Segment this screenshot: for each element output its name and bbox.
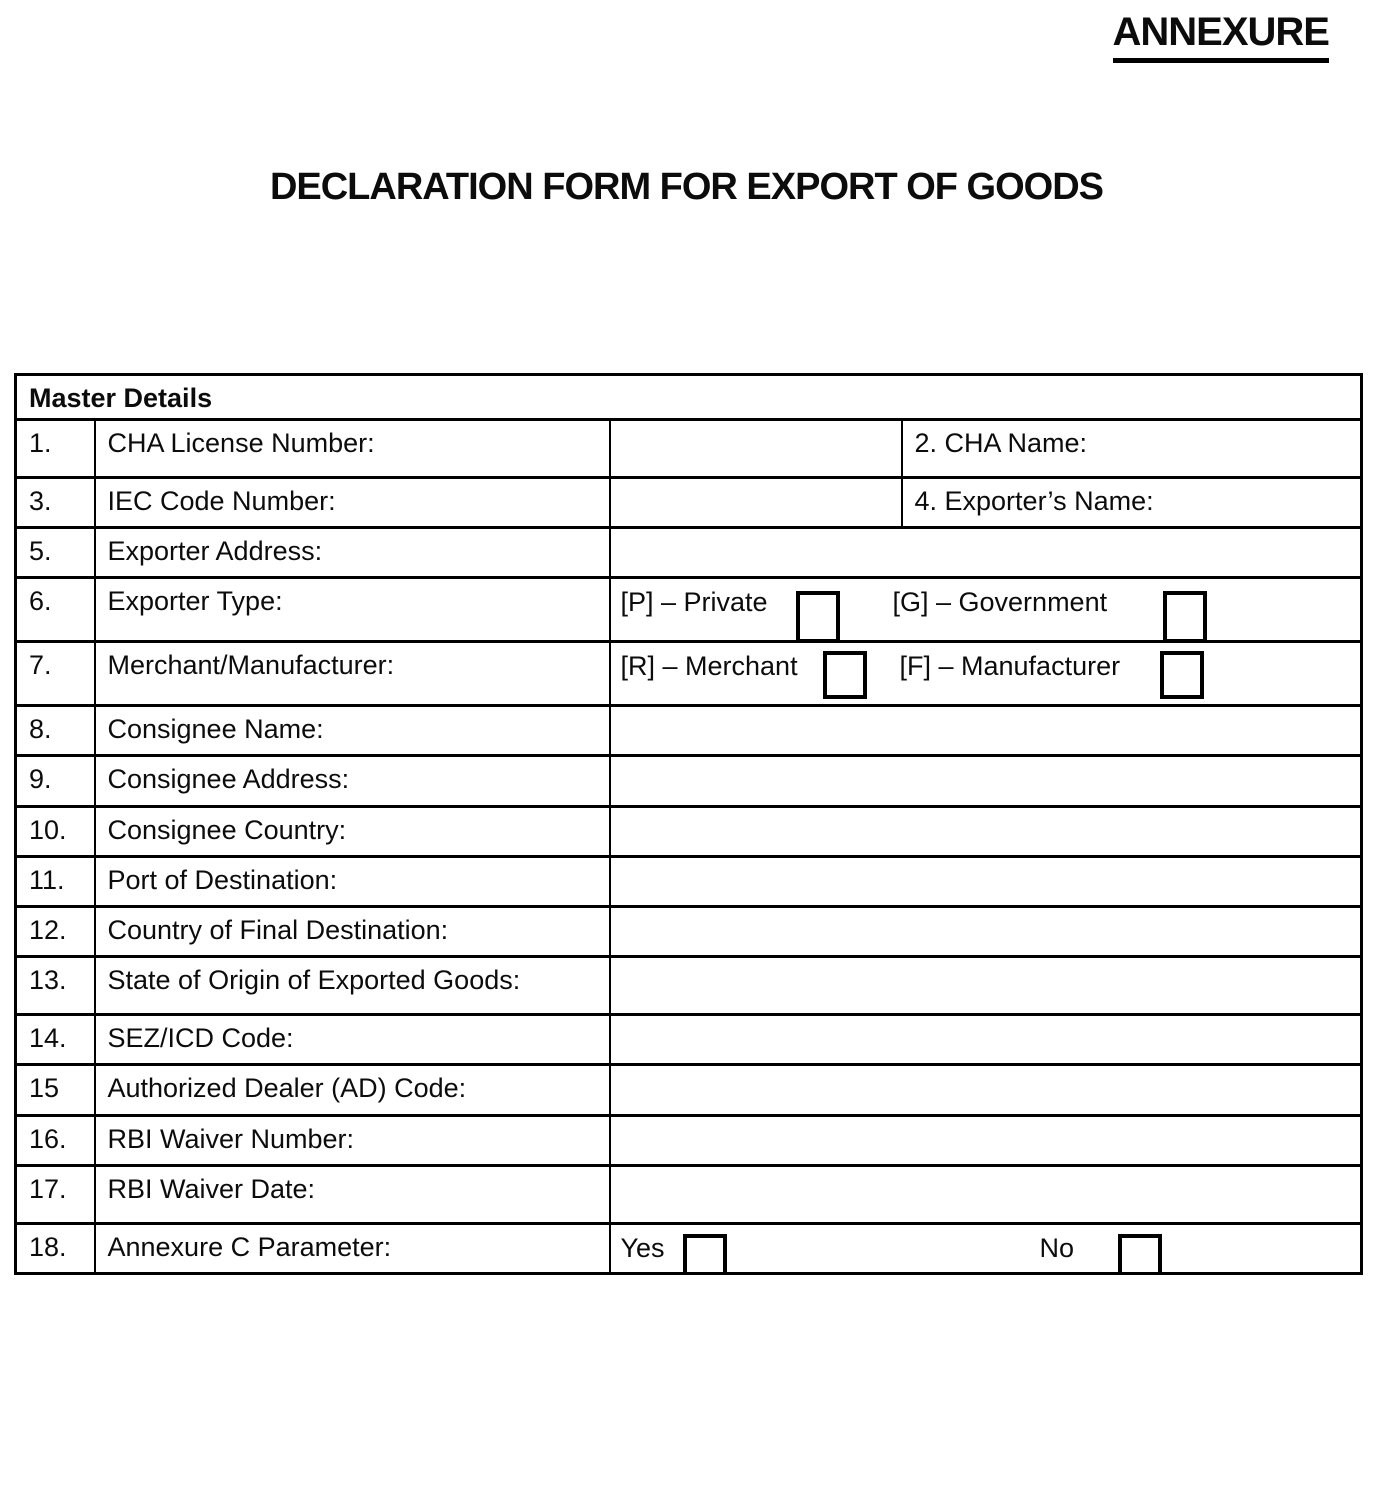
row-number: 15 [16, 1065, 95, 1116]
form-title: DECLARATION FORM FOR EXPORT OF GOODS [269, 166, 1104, 208]
merchant-checkbox[interactable] [823, 651, 867, 699]
manufacturer-checkbox[interactable] [1160, 651, 1204, 699]
state-of-origin-value-cell[interactable] [610, 957, 1362, 1015]
government-option-label: [G] – Government [892, 587, 1108, 617]
field-label: Consignee Country: [95, 807, 610, 857]
table-row-port-of-destination [16, 857, 1362, 907]
iec-code-value-cell[interactable] [610, 478, 902, 528]
exporter-address-value-cell[interactable] [610, 528, 1362, 578]
sez-icd-code-value-cell[interactable] [610, 1015, 1362, 1065]
no-option-label: No [1039, 1233, 1075, 1263]
consignee-address-value-cell[interactable] [610, 756, 1362, 807]
row-number: 11. [16, 857, 95, 907]
table-row-consignee-country [16, 807, 1362, 857]
field-label: State of Origin of Exported Goods: [95, 957, 610, 1015]
table-row-exporter-type [16, 578, 1362, 642]
field-label: SEZ/ICD Code: [95, 1015, 610, 1065]
country-final-destination-value-cell[interactable] [610, 907, 1362, 957]
exporters-name-label: 4. Exporter’s Name: [902, 478, 1362, 528]
private-checkbox[interactable] [796, 591, 840, 642]
merchant-option-label: [R] – Merchant [620, 651, 798, 681]
field-label: Country of Final Destination: [95, 907, 610, 957]
field-label: Annexure C Parameter: [95, 1224, 610, 1274]
table-header-row [16, 375, 1362, 420]
row-number: 13. [16, 957, 95, 1015]
yes-option-label: Yes [620, 1233, 665, 1263]
table-row-consignee-name [16, 706, 1362, 756]
field-label: Consignee Name: [95, 706, 610, 756]
table-row-ad-code [16, 1065, 1362, 1116]
table-row-annexure-c-parameter [16, 1224, 1362, 1274]
table-row-consignee-address [16, 756, 1362, 807]
table-row-rbi-waiver-date [16, 1166, 1362, 1224]
row-number: 14. [16, 1015, 95, 1065]
row-number: 9. [16, 756, 95, 807]
field-label: Exporter Address: [95, 528, 610, 578]
annexure-c-yes-checkbox[interactable] [683, 1234, 727, 1274]
row-number: 5. [16, 528, 95, 578]
field-label: RBI Waiver Number: [95, 1116, 610, 1166]
table-section-header: Master Details [16, 375, 1362, 420]
field-label: Consignee Address: [95, 756, 610, 807]
table-row-cha-license [16, 420, 1362, 478]
cha-name-label: 2. CHA Name: [902, 420, 1362, 478]
manufacturer-option-label: [F] – Manufacturer [899, 651, 1121, 681]
private-option-label: [P] – Private [620, 587, 768, 617]
merchant-manufacturer-options-cell [610, 642, 1362, 706]
consignee-country-value-cell[interactable] [610, 807, 1362, 857]
field-label: Merchant/Manufacturer: [95, 642, 610, 706]
annexure-heading: ANNEXURE [1113, 10, 1329, 63]
cha-license-value-cell[interactable] [610, 420, 902, 478]
row-number: 16. [16, 1116, 95, 1166]
row-number: 10. [16, 807, 95, 857]
annexure-c-no-checkbox[interactable] [1118, 1234, 1162, 1274]
field-label: Authorized Dealer (AD) Code: [95, 1065, 610, 1116]
row-number: 7. [16, 642, 95, 706]
exporter-type-options-cell [610, 578, 1362, 642]
field-label: CHA License Number: [95, 420, 610, 478]
table-row-exporter-address [16, 528, 1362, 578]
row-number: 18. [16, 1224, 95, 1274]
rbi-waiver-number-value-cell[interactable] [610, 1116, 1362, 1166]
table-row-iec-code [16, 478, 1362, 528]
port-of-destination-value-cell[interactable] [610, 857, 1362, 907]
table-row-country-final-destination [16, 907, 1362, 957]
table-row-sez-icd-code [16, 1015, 1362, 1065]
field-label: IEC Code Number: [95, 478, 610, 528]
table-row-state-of-origin [16, 957, 1362, 1015]
row-number: 3. [16, 478, 95, 528]
master-details-table [14, 373, 1363, 1275]
row-number: 8. [16, 706, 95, 756]
row-number: 6. [16, 578, 95, 642]
field-label: Exporter Type: [95, 578, 610, 642]
rbi-waiver-date-value-cell[interactable] [610, 1166, 1362, 1224]
row-number: 1. [16, 420, 95, 478]
field-label: RBI Waiver Date: [95, 1166, 610, 1224]
annexure-c-options-cell [610, 1224, 1362, 1274]
row-number: 12. [16, 907, 95, 957]
table-row-rbi-waiver-number [16, 1116, 1362, 1166]
field-label: Port of Destination: [95, 857, 610, 907]
table-row-merchant-manufacturer [16, 642, 1362, 706]
government-checkbox[interactable] [1163, 591, 1207, 642]
ad-code-value-cell[interactable] [610, 1065, 1362, 1116]
row-number: 17. [16, 1166, 95, 1224]
consignee-name-value-cell[interactable] [610, 706, 1362, 756]
